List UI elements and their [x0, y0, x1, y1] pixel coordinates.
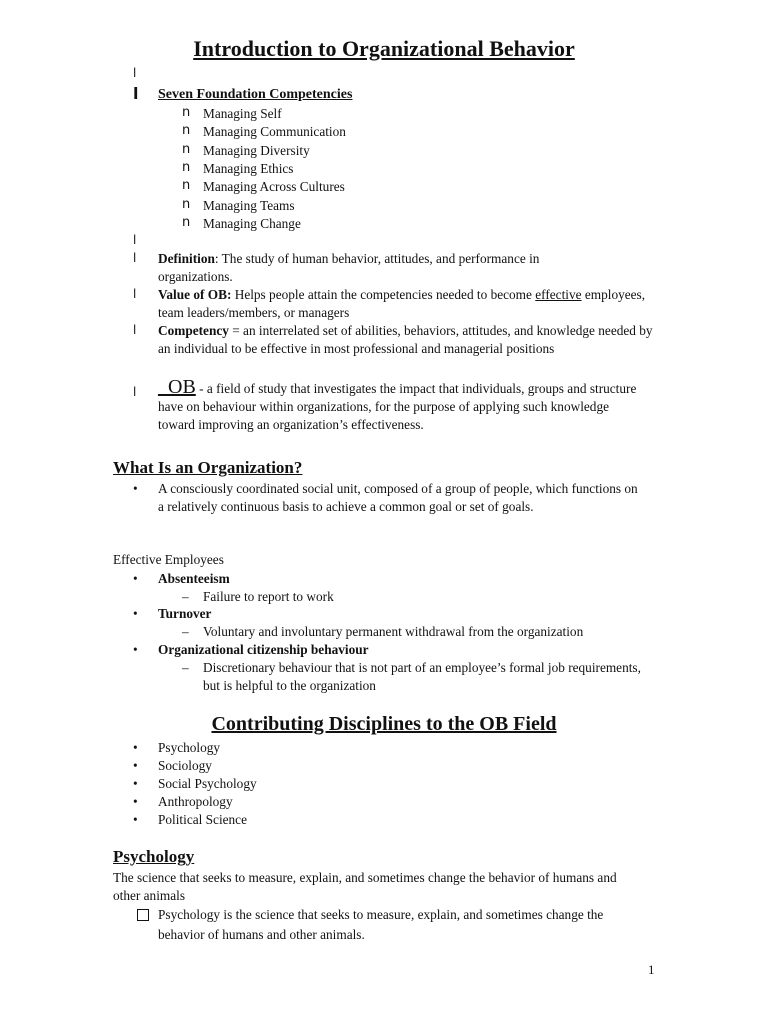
- dash-bullet: –: [182, 660, 189, 675]
- effective-detail: Failure to report to work: [203, 589, 334, 604]
- definition-text: : The study of human behavior, attitudes, and performance in organizations.: [158, 251, 540, 284]
- bar-bullet: l: [133, 323, 137, 337]
- dot-bullet: •: [133, 740, 138, 755]
- page-number: 1: [648, 962, 655, 977]
- disciplines-heading: Contributing Disciplines to the OB Field: [211, 713, 557, 735]
- dot-bullet: •: [133, 571, 138, 586]
- ob-prefix: _: [158, 376, 168, 398]
- bar-bullet: l: [133, 233, 137, 247]
- psychology-heading: Psychology: [113, 847, 195, 866]
- dot-bullet: •: [133, 794, 138, 809]
- n-bullet: n: [182, 123, 191, 139]
- competency-text: = an interrelated set of abilities, behaviors, attitudes, and knowledge needed by an individual to be effective in most professional and managerial positions: [158, 323, 653, 356]
- definition-term: Definition: [158, 251, 215, 266]
- page-title: Introduction to Organizational Behavior: [193, 36, 575, 61]
- bar-bullet: l: [133, 66, 137, 80]
- dash-bullet: –: [182, 589, 189, 604]
- competency-paragraph: [158, 322, 658, 358]
- n-bullet: n: [182, 214, 191, 230]
- value-term: Value of OB:: [158, 287, 232, 302]
- n-bullet: n: [182, 159, 191, 175]
- dot-bullet: •: [133, 758, 138, 773]
- dot-bullet: •: [133, 481, 138, 496]
- bar-bullet: l: [133, 84, 139, 103]
- dot-bullet: •: [133, 776, 138, 791]
- effective-term: Absenteeism: [158, 571, 230, 586]
- discipline-item: Sociology: [158, 758, 212, 773]
- competency-term: Competency: [158, 323, 229, 338]
- psychology-bullet: Psychology is the science that seeks to measure, explain, and sometimes change the behavior of humans and other animals.: [158, 907, 604, 942]
- definition-paragraph: [158, 250, 598, 286]
- ob-text: - a field of study that investigates the impact that individuals, groups and structure have on behaviour within organizations, for the purpose of applying such knowledge toward improving an organization’s effectiveness.: [158, 381, 637, 432]
- discipline-item: Political Science: [158, 812, 247, 827]
- bar-bullet: l: [133, 251, 137, 265]
- organization-text: A consciously coordinated social unit, composed of a group of people, which functions on a relatively continuous basis to achieve a common goal or set of goals.: [158, 481, 638, 514]
- bar-bullet: l: [133, 385, 137, 399]
- ob-term: OB: [168, 376, 196, 398]
- discipline-item: Social Psychology: [158, 776, 257, 791]
- n-bullet: n: [182, 141, 191, 157]
- n-bullet: n: [182, 196, 191, 212]
- competency-item: Managing Across Cultures: [203, 179, 345, 195]
- effective-detail: Discretionary behaviour that is not part of an employee’s formal job requirements, but is helpful to the organization: [203, 660, 641, 693]
- competency-item: Managing Communication: [203, 124, 346, 140]
- dot-bullet: •: [133, 606, 138, 621]
- bar-bullet: l: [133, 287, 137, 301]
- value-text-after: employees, team leaders/members, or managers: [158, 287, 646, 320]
- checkbox-icon: [137, 908, 149, 926]
- organization-heading: What Is an Organization?: [113, 458, 303, 477]
- value-underlined: effective: [535, 287, 582, 302]
- n-bullet: n: [182, 178, 191, 194]
- discipline-item: Psychology: [158, 740, 221, 755]
- value-text-before: Helps people attain the competencies needed to become: [231, 287, 536, 302]
- psychology-text: The science that seeks to measure, explain, and sometimes change the behavior of humans and other animals: [113, 870, 617, 903]
- value-paragraph: [158, 286, 648, 322]
- effective-detail: Voluntary and involuntary permanent withdrawal from the organization: [203, 624, 584, 639]
- ob-paragraph: [158, 378, 648, 434]
- competency-item: Managing Ethics: [203, 160, 294, 176]
- effective-term: Organizational citizenship behaviour: [158, 642, 369, 657]
- competency-item: Managing Self: [203, 106, 282, 121]
- discipline-item: Anthropology: [158, 794, 233, 809]
- dash-bullet: –: [182, 624, 189, 639]
- competencies-heading: Seven Foundation Competencies: [158, 87, 353, 102]
- competency-item: Managing Change: [203, 215, 301, 231]
- competency-item: Managing Diversity: [203, 142, 310, 158]
- dot-bullet: •: [133, 642, 138, 657]
- competency-item: Managing Teams: [203, 197, 295, 213]
- n-bullet: n: [182, 105, 191, 120]
- effective-term: Turnover: [158, 606, 212, 621]
- effective-heading: Effective Employees: [113, 552, 224, 567]
- dot-bullet: •: [133, 812, 138, 827]
